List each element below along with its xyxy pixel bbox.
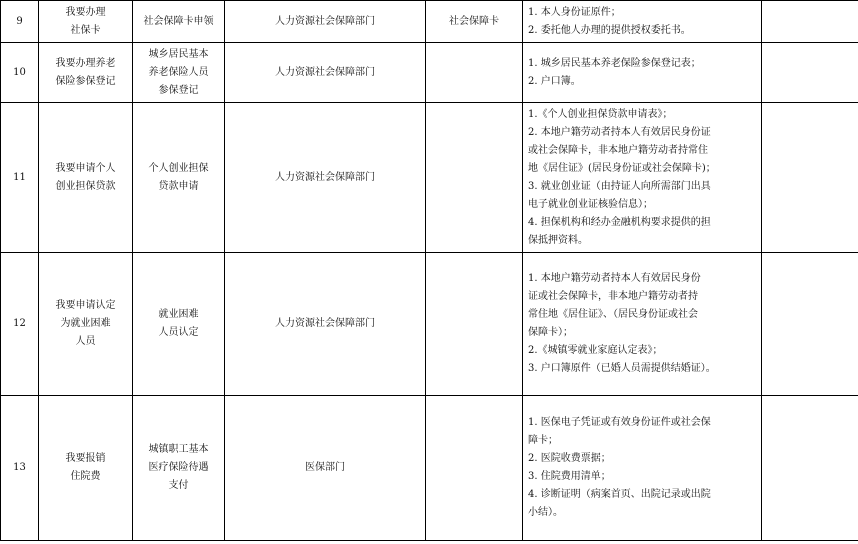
cell-line: 住院费: [70, 471, 101, 482]
service-cell: [133, 253, 225, 396]
table-row: [1, 396, 858, 541]
cell-line: 就业困难: [158, 309, 199, 320]
cell-line: 4. 担保机构和经办金融机构要求提供的担: [528, 216, 711, 228]
item-cell: [39, 396, 133, 541]
window-cell: [426, 253, 523, 396]
cell-line: 我要申请认定: [55, 300, 116, 311]
window-cell: 社会保障卡: [426, 1, 523, 43]
requirements-cell: [523, 43, 762, 103]
requirements-cell: [523, 1, 762, 43]
cell-line: 社会保障卡申领: [143, 15, 214, 27]
item-cell: [39, 1, 133, 43]
cell-line: 创业担保贷款: [55, 180, 116, 192]
cell-line: 为就业困难: [60, 318, 111, 329]
cell-line: 2. 户口簿。: [528, 75, 581, 87]
cell-line: 城镇职工基本: [148, 444, 209, 455]
service-cell: [133, 43, 225, 103]
table-row: [1, 103, 858, 253]
service-cell: [133, 396, 225, 541]
department-cell: 人力资源社会保障部门: [225, 1, 426, 43]
cell-line: 参保登记: [158, 84, 199, 96]
cell-line: 3. 户口簿原件（已婚人员需提供结婚证）。: [528, 363, 716, 374]
service-cell: [133, 1, 225, 43]
cell-line: 1. 本地户籍劳动者持本人有效居民身份: [528, 273, 701, 284]
cell-line: 我要申请个人: [55, 162, 116, 174]
cell-line: 障卡；: [528, 435, 558, 446]
item-cell: [39, 253, 133, 396]
cell-line: 人员: [75, 336, 96, 347]
cell-line: 电子就业创业证核验信息）；: [528, 198, 653, 210]
cell-line: 或社会保障卡，非本地户籍劳动者持常住: [528, 144, 708, 156]
department-cell: 人力资源社会保障部门: [225, 253, 426, 396]
cell-line: 2.《城镇零就业家庭认定表》；: [528, 345, 663, 356]
cell-line: 社保卡: [70, 24, 101, 36]
table-row: [1, 1, 858, 43]
cell-line: 养老保险人员: [148, 66, 209, 78]
cell-line: 1. 城乡居民基本养老保险参保登记表；: [528, 57, 701, 69]
cell-line: 个人创业担保: [148, 162, 209, 174]
row-number-cell: 12: [1, 253, 39, 396]
table-row: [1, 253, 858, 396]
item-cell: [39, 43, 133, 103]
remarks-cell: [762, 1, 858, 43]
row-number-cell: 10: [1, 43, 39, 103]
cell-line: 人员认定: [158, 327, 199, 338]
window-cell: [426, 103, 523, 253]
row-number-cell: 13: [1, 396, 39, 541]
department-cell: 人力资源社会保障部门: [225, 103, 426, 253]
cell-line: 保险参保登记: [55, 75, 116, 87]
window-cell: [426, 396, 523, 541]
cell-line: 1. 本人身份证原件；: [528, 6, 621, 18]
cell-line: 1. 医保电子凭证或有效身份证件或社会保: [528, 417, 711, 428]
cell-line: 4. 诊断证明（病案首页、出院记录或出院: [528, 489, 711, 500]
cell-line: 2. 本地户籍劳动者持本人有效居民身份证: [528, 126, 711, 138]
remarks-cell: [762, 253, 858, 396]
cell-line: 证或社会保障卡，非本地户籍劳动者持: [528, 291, 698, 302]
requirements-cell: [523, 253, 762, 396]
cell-line: 我要办理: [65, 6, 106, 18]
remarks-cell: [762, 103, 858, 253]
window-cell: [426, 43, 523, 103]
cell-line: 2. 委托他人办理的提供授权委托书。: [528, 24, 691, 36]
cell-line: 我要办理养老: [55, 57, 116, 69]
item-cell: [39, 103, 133, 253]
cell-line: 支付: [168, 480, 189, 491]
requirements-cell: [523, 103, 762, 253]
cell-line: 我要报销: [65, 453, 106, 464]
remarks-cell: [762, 396, 858, 541]
cell-line: 城乡居民基本: [148, 48, 209, 60]
cell-line: 3. 住院费用清单；: [528, 471, 611, 482]
department-cell: 人力资源社会保障部门: [225, 43, 426, 103]
cell-line: 1.《个人创业担保贷款申请表》；: [528, 108, 673, 120]
department-cell: 医保部门: [225, 396, 426, 541]
requirements-cell: [523, 396, 762, 541]
table-body: [1, 1, 858, 541]
cell-line: 3. 就业创业证（由持证人向所需部门出具: [528, 180, 711, 192]
cell-line: 常住地《居住证》、（居民身份证或社会: [528, 309, 698, 320]
cell-line: 医疗保险待遇: [148, 462, 209, 473]
cell-line: 2. 医院收费票据；: [528, 453, 611, 464]
cell-line: 小结）。: [528, 507, 563, 518]
cell-line: 地《居住证》(居民身份证或社会保障卡)；: [528, 162, 716, 174]
cell-line: 贷款申请: [158, 180, 199, 192]
cell-line: 保障卡）；: [528, 327, 573, 338]
row-number-cell: 9: [1, 1, 39, 43]
row-number-cell: 11: [1, 103, 39, 253]
table-row: [1, 43, 858, 103]
service-cell: [133, 103, 225, 253]
remarks-cell: [762, 43, 858, 103]
cell-line: 保抵押资料。: [528, 234, 588, 246]
